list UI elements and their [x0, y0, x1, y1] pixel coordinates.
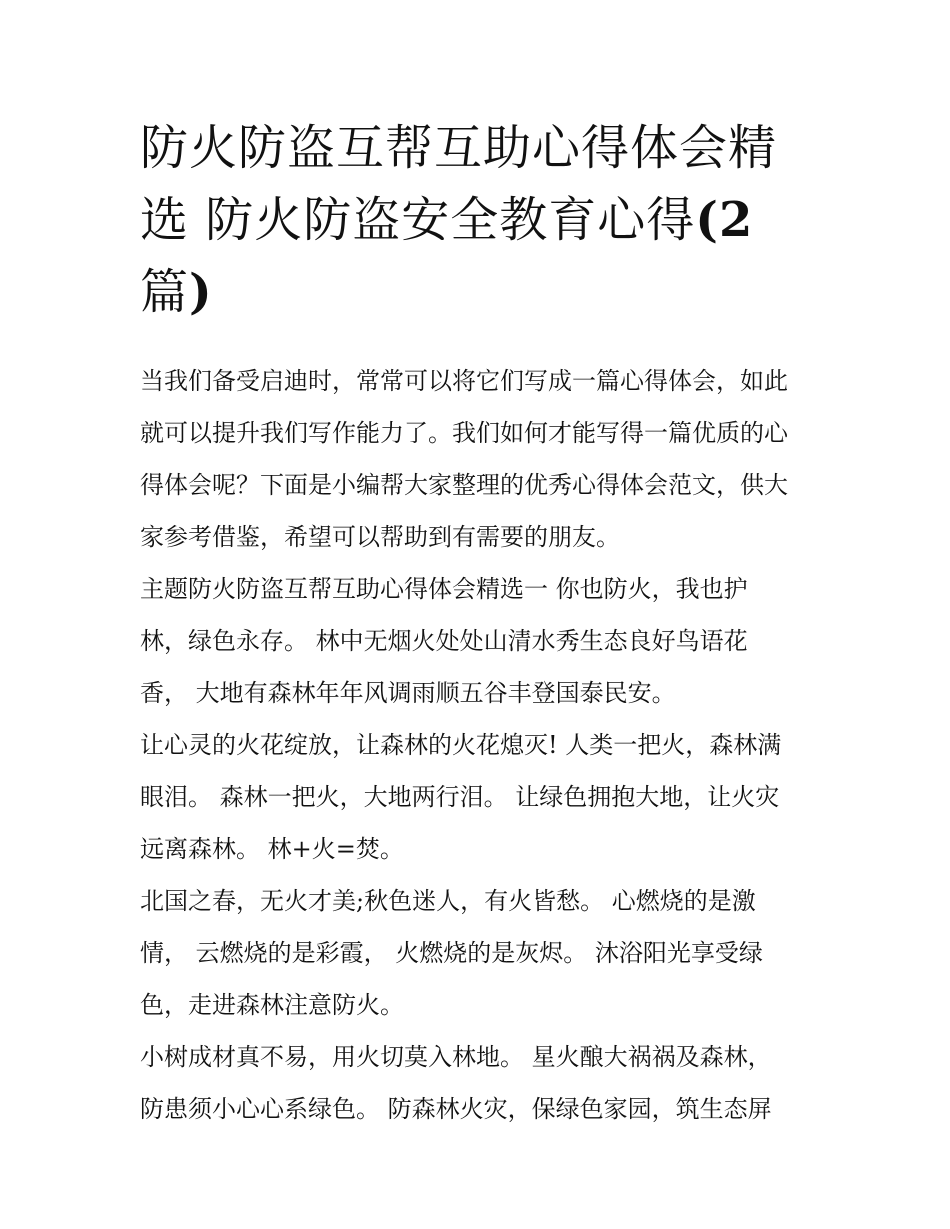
paragraph-line: 主题防火防盗互帮互助心得体会精选一 你也防火，我也护 [140, 575, 748, 603]
paragraph-line: 眼泪。 森林一把火，大地两行泪。 让绿色拥抱大地，让火灾 [140, 783, 780, 811]
paragraph-theme [140, 563, 820, 719]
document-body [140, 355, 820, 1135]
paragraph-line: 家参考借鉴，希望可以帮助到有需要的朋友。 [140, 523, 620, 551]
paragraph-intro [140, 355, 820, 563]
paragraph-line: 小树成材真不易，用火切莫入林地。 星火酿大祸祸及森林， [140, 1043, 772, 1071]
title-line-3: 篇 [140, 264, 190, 320]
paragraph-spark [140, 719, 820, 875]
paragraph-north [140, 875, 820, 1031]
paragraph-tree [140, 1031, 820, 1135]
paragraph-line: 情， 云燃烧的是彩霞， 火燃烧的是灰烬。 沐浴阳光享受绿 [140, 939, 763, 967]
document-title [140, 112, 820, 328]
paragraph-line: 香， 大地有森林年年风调雨顺五谷丰登国泰民安。 [140, 679, 676, 707]
title-line-2: 选 防火防盗安全教育心得 [140, 192, 696, 248]
paragraph-line: 北国之春，无火才美;秋色迷人，有火皆愁。 心燃烧的是激 [140, 887, 756, 915]
paragraph-line: 得体会呢？下面是小编帮大家整理的优秀心得体会范文，供大 [140, 471, 788, 499]
title-line-1: 防火防盗互帮互助心得体会精 [140, 120, 778, 176]
paragraph-line: 防患须小心心系绿色。 防森林火灾，保绿色家园，筑生态屏 [140, 1095, 772, 1123]
paragraph-line: 色，走进森林注意防火。 [140, 991, 404, 1019]
paragraph-line: 当我们备受启迪时，常常可以将它们写成一篇心得体会，如此 [140, 367, 788, 395]
title-line-2-bold: (2 [695, 192, 754, 248]
title-line-3-bold: ) [189, 264, 213, 320]
paragraph-line: 远离森林。 林+火=焚。 [140, 835, 404, 863]
paragraph-line: 林，绿色永存。 林中无烟火处处山清水秀生态良好鸟语花 [140, 627, 748, 655]
paragraph-line: 让心灵的火花绽放，让森林的火花熄灭! 人类一把火，森林满 [140, 731, 782, 759]
paragraph-line: 就可以提升我们写作能力了。我们如何才能写得一篇优质的心 [140, 419, 788, 447]
